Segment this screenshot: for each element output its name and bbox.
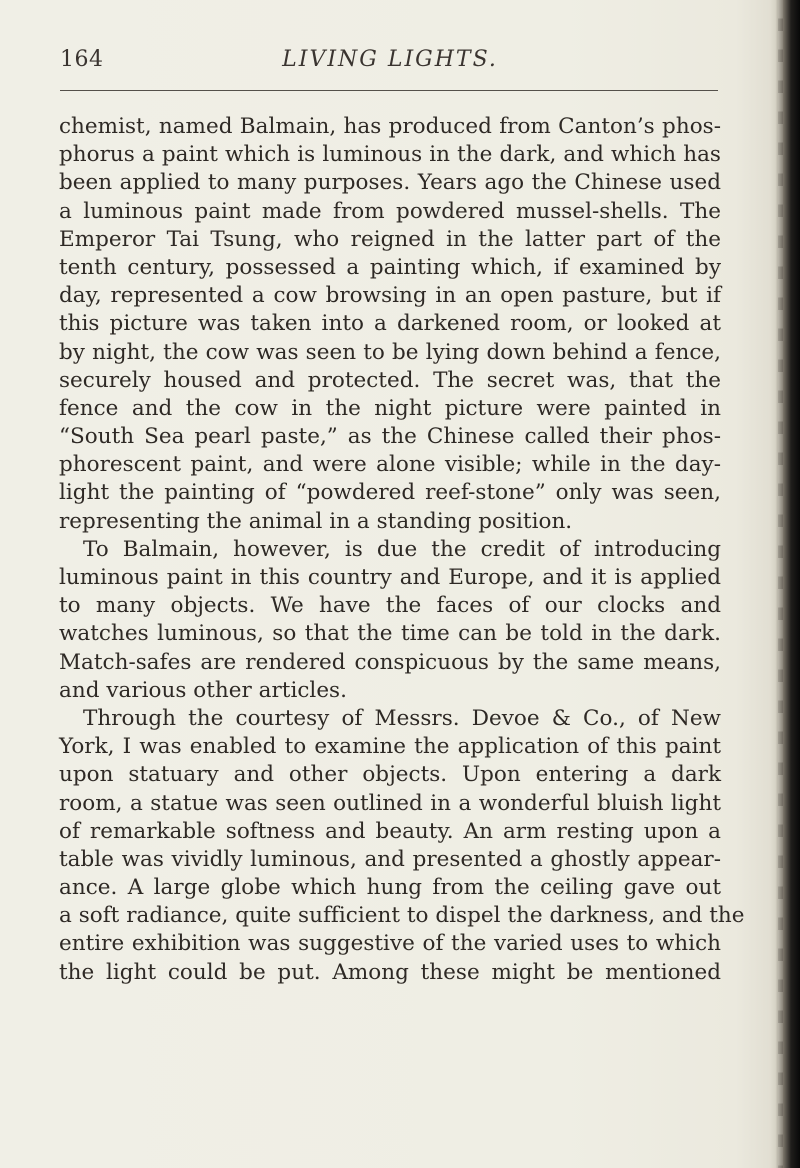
text-line: York, I was enabled to examine the application of this paint	[59, 734, 721, 760]
text-line: room, a statue was seen outlined in a wonderful bluish light	[59, 790, 721, 816]
text-line: phorus a paint which is luminous in the dark, and which has	[59, 142, 721, 168]
page-edge-shadow	[770, 0, 800, 1168]
text-line: day, represented a cow browsing in an open pasture, but if	[59, 283, 721, 309]
text-line: light the painting of “powdered reef-stone” only was seen,	[59, 480, 721, 506]
text-line: ance. A large globe which hung from the ceiling gave out	[59, 875, 721, 901]
text-line: fence and the cow in the night picture were painted in	[59, 395, 721, 421]
text-line: representing the animal in a standing position.	[59, 508, 573, 534]
text-line: of remarkable softness and beauty. An arm resting upon a	[59, 818, 721, 844]
text-line: to many objects. We have the faces of our clocks and	[59, 593, 721, 619]
text-line: Emperor Tai Tsung, who reigned in the latter part of the	[59, 226, 721, 252]
text-line: securely housed and protected. The secret was, that the	[59, 367, 721, 393]
text-line: watches luminous, so that the time can be told in the dark.	[59, 621, 721, 647]
running-title: LIVING LIGHTS.	[282, 47, 498, 72]
text-line: by night, the cow was seen to be lying down behind a fence,	[59, 339, 721, 365]
text-line: table was vividly luminous, and presented a ghostly appear-	[59, 846, 721, 872]
text-line: To Balmain, however, is due the credit of introducing	[83, 536, 721, 562]
text-line: Through the courtesy of Messrs. Devoe & Co., of New	[83, 705, 721, 731]
text-line: luminous paint in this country and Europe, and it is applied	[59, 565, 721, 590]
running-header	[60, 47, 720, 75]
text-line: been applied to many purposes. Years ago the Chinese used	[59, 170, 721, 196]
body-text	[59, 113, 745, 987]
text-line: upon statuary and other objects. Upon entering a dark	[59, 762, 721, 788]
header-rule	[60, 90, 718, 91]
text-line: a soft radiance, quite sufficient to dispel the darkness, and the	[59, 903, 745, 929]
text-line: this picture was taken into a darkened room, or looked at	[59, 311, 721, 337]
text-line: Match-safes are rendered conspicuous by the same means,	[59, 649, 721, 675]
page-number: 164	[60, 47, 104, 72]
text-line: and various other articles.	[59, 677, 347, 703]
text-line: a luminous paint made from powdered mussel-shells. The	[59, 198, 721, 224]
text-line: tenth century, possessed a painting which, if examined by	[59, 254, 721, 280]
text-line: the light could be put. Among these might be mentioned	[59, 959, 721, 985]
text-line: chemist, named Balmain, has produced from Canton’s phos-	[59, 114, 721, 139]
text-line: entire exhibition was suggestive of the varied uses to which	[59, 931, 721, 957]
text-line: “South Sea pearl paste,” as the Chinese called their phos-	[59, 424, 721, 450]
text-line: phorescent paint, and were alone visible; while in the day-	[59, 452, 721, 478]
